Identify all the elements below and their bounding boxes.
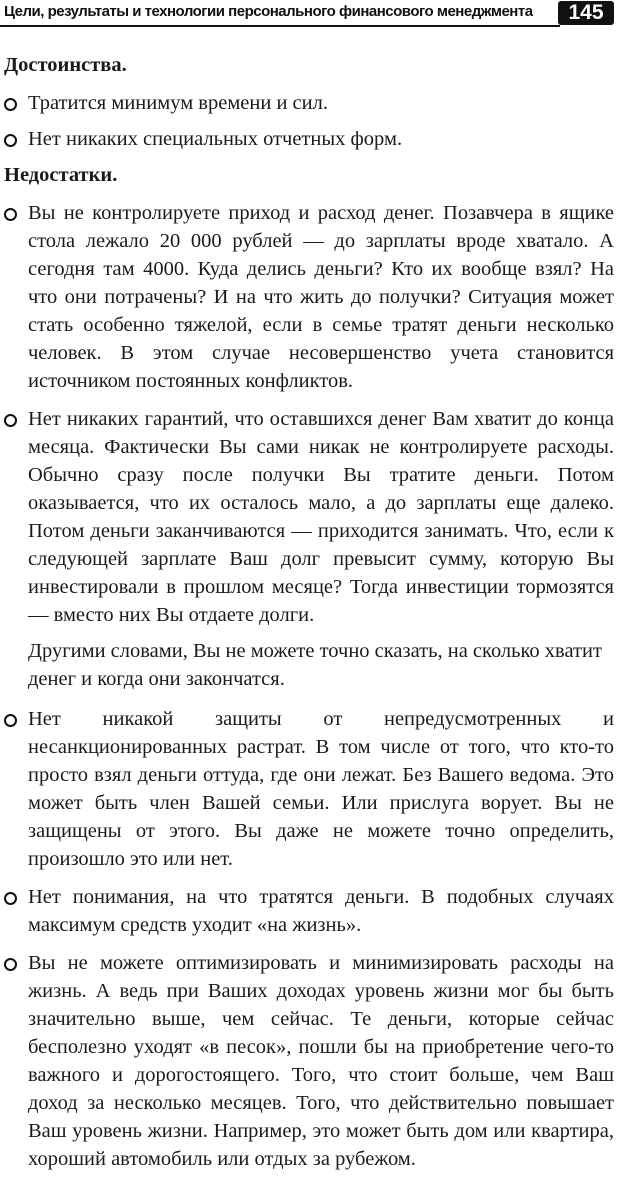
bullet-icon [4,134,17,147]
disadvantage-text: Вы не можете оптимизировать и минимизировать расходы на жизнь. А ведь при Ваших доходах уровень жизни мог бы быть значительно выше, чем сейчас. Те деньги, которые сейчас бесполезно уходят «в песок», пошли бы на приобретение чего-то важного и дорогостоящего. Того, что стоит больше, чем Ваш доход за несколько месяцев. Того, что действительно повышает Ваш уровень жизни. Например, это может быть дом или квартира, хороший автомобиль или отдых за рубежом. [28,952,614,1170]
disadvantage-item [4,199,614,395]
disadvantage-item [4,705,614,873]
page-body [4,51,614,1183]
disadvantage-item [4,405,614,629]
disadvantages-heading: Недостатки. [4,164,118,186]
advantage-text: Тратится минимум времени и сил. [28,92,328,114]
bullet-icon [4,414,17,427]
disadvantage-text: Вы не контролируете приход и расход денег. Позавчера в ящике стола лежало 20 000 рублей — до зарплаты вроде хватало. А сегодня там 4000. Куда делись деньги? Кто их вообще взял? На что они потрачены? И на что жить до получки? Ситуация может стать особенно тяжелой, если в семье тратят деньги несколько человек. В этом случае несовершенство учета становится источником постоянных конфликтов. [28,202,614,392]
disadvantage-text: Нет никакой защиты от непредусмотренных и несанкционированных растрат. В том числе от того, что кто-то просто взял деньги оттуда, где они лежат. Без Вашего ведома. Это может быть член Вашей семьи. Или прислуга ворует. Вы не защищены от этого. Вы даже не можете точно определить, произошло это или нет. [28,708,614,870]
bullet-icon [4,98,17,111]
advantage-text: Нет никаких специальных отчетных форм. [28,128,403,150]
disadvantage-item [4,883,614,939]
bullet-icon [4,714,17,727]
page-header [0,0,620,28]
page-number: 145 [558,1,614,25]
bullet-icon [4,208,17,221]
disadvantage-item [4,949,614,1173]
running-title: Цели, результаты и технологии персонального финансового менеджмента [4,3,533,20]
advantages-heading: Достоинства. [4,54,127,76]
disadvantage-text: Нет понимания, на что тратятся деньги. В подобных случаях максимум средств уходит «на жизнь». [28,886,614,936]
bullet-icon [4,892,17,905]
disadvantage-text: Нет никаких гарантий, что оставшихся денег Вам хватит до конца месяца. Фактически Вы сами никак не контролируете расходы. Обычно сразу после получки Вы тратите деньги. Потом оказывается, что их осталось мало, а до зарплаты еще далеко. Потом деньги заканчиваются — приходится занимать. Что, если к следующей зарплате Ваш долг превысит сумму, которую Вы инвестировали в прошлом месяце? Тогда инвестиции тормозятся — вместо них Вы отдаете долги. [28,408,614,626]
advantage-item [4,89,614,117]
body-paragraph: Другими словами, Вы не можете точно сказать, на сколько хватит денег и когда они закончатся. [28,640,602,690]
advantage-item [4,125,614,153]
bullet-icon [4,958,17,971]
header-rule [0,25,560,27]
